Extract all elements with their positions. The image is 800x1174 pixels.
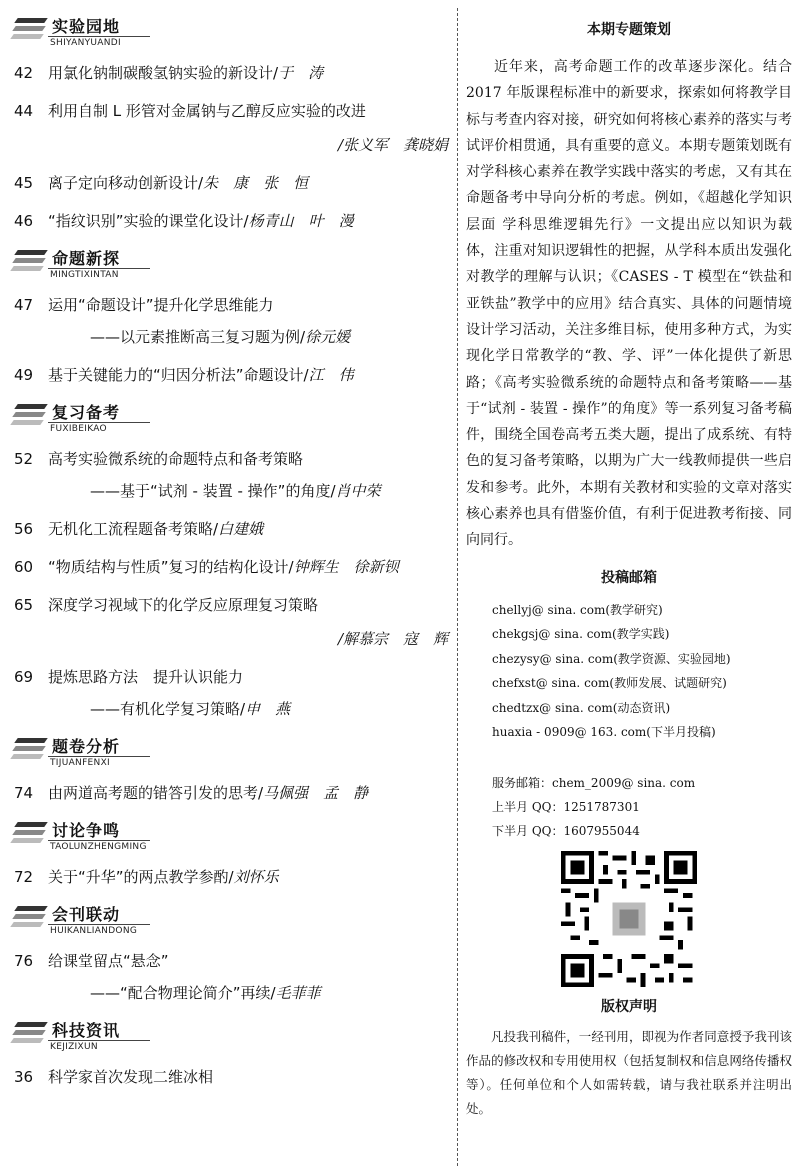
table-of-contents [10, 8, 450, 1096]
page-number: 69 [14, 668, 34, 686]
toc-entry[interactable] [10, 658, 450, 696]
article-author: 杨青山 叶 漫 [248, 212, 354, 230]
page-number: 47 [14, 296, 34, 314]
section-header [10, 8, 450, 54]
mailbox-address[interactable]: huaxia - 0909@ 163. com(下半月投稿) [492, 725, 716, 740]
article-author: /张义军 龚晓娟 [337, 136, 448, 154]
section-header [10, 812, 450, 858]
section-pinyin: MINGTIXINTAN [50, 270, 119, 280]
toc-entry[interactable] [10, 774, 450, 812]
mailbox-address[interactable]: chezysy@ sina. com(教学资源、实验园地) [492, 651, 731, 666]
column-divider [457, 8, 458, 1166]
page-number: 45 [14, 174, 34, 192]
toc-entry[interactable] [10, 356, 450, 394]
toc-entry[interactable] [10, 548, 450, 586]
section-title: 题卷分析 [52, 737, 121, 756]
mailbox-list [466, 598, 792, 745]
page-number: 60 [14, 558, 34, 576]
toc-entry[interactable] [10, 164, 450, 202]
section-header [10, 728, 450, 774]
mailbox-address[interactable]: chefxst@ sina. com(教师发展、试题研究) [492, 676, 727, 691]
service-email[interactable]: 服务邮箱：chem_2009@ sina. com [492, 775, 696, 790]
section-pinyin: TAOLUNZHENGMING [50, 842, 147, 852]
page-number: 49 [14, 366, 34, 384]
page-number: 42 [14, 64, 34, 82]
page-number: 46 [14, 212, 34, 230]
page-number: 36 [14, 1068, 34, 1086]
article-title: 基于关键能力的“归因分析法”命题设计/ [48, 366, 309, 384]
article-author: 毛菲菲 [275, 984, 321, 1002]
feature-text: 近年来，高考命题工作的改革逐步深化。结合 2017 年版课程标准中的新要求，探索如何将教学目标与考查内容对接，研究如何将核心素养的落实与考试评价相贯通，具有重要的意义。本期专题策划既有对学科核心素养在教学实践中落实的考虑，又有其在命题备考中导向分析的考虑。例如，《超越化学知识层面 学科思维逻辑先行》一文提出应以知识为载体，注重对知识逻辑性的把握，从学科本质出发强化对教学的理解与认识；《CASES - T 模型在“铁盐和亚铁盐”教学中的应用》结合真实、具体的问题情境设计学习活动，关注多维目标，使用多种方式，为实现化学日常教学的“教、学、评”一体化提供了新思路；《高考实验微系统的命题特点和备考策略——基于“试剂 - 装置 - 操作”的角度》等一系列复习备考稿件，围绕全国卷高考五类大题，提出了成系统、有特色的复习备考策略，以期为广大一线教师提供一些启发和参考。此外，本期有关教材和实验的文章对落实核心素养也具有借鉴价值，有利于促进教考衔接、同向同行。 [466, 59, 792, 549]
section-title: 命题新探 [52, 249, 121, 268]
toc-entry[interactable] [10, 202, 450, 240]
article-author: 江 伟 [308, 366, 354, 384]
article-title: 提炼思路方法 提升认识能力 [48, 668, 244, 686]
article-author: 肖中荣 [335, 482, 381, 500]
toc-entry[interactable] [10, 54, 450, 92]
copyright-text: 凡投我刊稿件，一经刊用，即视为作者同意授予我刊该作品的修改权和专用使用权（包括复制权和信息网络传播权等）。任何单位和个人如需转载，请与我社联系并注明出处。 [466, 1028, 792, 1116]
article-subtitle: ——有机化学复习策略/ [90, 700, 246, 718]
section-title: 科技资讯 [52, 1021, 121, 1040]
article-author: 申 燕 [245, 700, 291, 718]
section-pinyin: SHIYANYUANDI [50, 38, 121, 48]
article-title: 运用“命题设计”提升化学思维能力 [48, 296, 274, 314]
section-title: 复习备考 [52, 403, 121, 422]
section-pinyin: TIJUANFENXI [50, 758, 110, 768]
sidebar-column [466, 18, 792, 1121]
article-author: 钟辉生 徐新钡 [293, 558, 399, 576]
article-author: 白建娥 [218, 520, 264, 538]
mailbox-address[interactable]: chedtzx@ sina. com(动态资讯) [492, 700, 671, 715]
page-number: 76 [14, 952, 34, 970]
toc-entry[interactable] [10, 92, 450, 130]
section-pinyin: HUIKANLIANDONG [50, 926, 138, 936]
article-title: 给课堂留点“悬念” [48, 952, 169, 970]
page-number: 74 [14, 784, 34, 802]
article-title: 深度学习视域下的化学反应原理复习策略 [48, 596, 319, 614]
section-title: 会刊联动 [52, 905, 121, 924]
article-author: /解慕宗 寇 辉 [337, 630, 448, 648]
section-title: 实验园地 [52, 17, 121, 36]
section-pinyin: FUXIBEIKAO [50, 424, 107, 434]
article-title: “物质结构与性质”复习的结构化设计/ [48, 558, 294, 576]
toc-entry[interactable] [10, 586, 450, 624]
article-title: 关于“升华”的两点教学参酌/ [48, 868, 234, 886]
article-author: 马佩强 孟 静 [263, 784, 369, 802]
article-title: 科学家首次发现二维冰相 [48, 1068, 214, 1086]
toc-entry[interactable] [10, 1058, 450, 1096]
qr-code-icon[interactable] [561, 851, 697, 987]
article-title: 由两道高考题的错答引发的思考/ [48, 784, 264, 802]
toc-entry[interactable] [10, 858, 450, 896]
section-pinyin: KEJIZIXUN [50, 1042, 98, 1052]
mailbox-address[interactable]: chekgsj@ sina. com(教学实践) [492, 627, 670, 642]
article-author: 徐元媛 [305, 328, 351, 346]
article-title: 利用自制 L 形管对金属钠与乙醇反应实验的改进 [48, 102, 366, 120]
article-title: 高考实验微系统的命题特点和备考策略 [48, 450, 304, 468]
feature-heading: 本期专题策划 [587, 22, 671, 38]
toc-entry[interactable] [10, 942, 450, 980]
article-author: 刘怀乐 [233, 868, 279, 886]
toc-entry[interactable] [10, 440, 450, 478]
toc-entry[interactable] [10, 510, 450, 548]
article-subtitle: ——“配合物理论简介”再续/ [90, 984, 276, 1002]
section-title: 讨论争鸣 [52, 821, 121, 840]
article-title: 无机化工流程题备考策略/ [48, 520, 219, 538]
page-number: 44 [14, 102, 34, 120]
section-header [10, 896, 450, 942]
section-header [10, 394, 450, 440]
article-title: 离子定向移动创新设计/ [48, 174, 204, 192]
article-title: 用氯化钠制碳酸氢钠实验的新设计/ [48, 64, 279, 82]
toc-entry[interactable] [10, 286, 450, 324]
page-number: 72 [14, 868, 34, 886]
article-title: “指纹识别”实验的课堂化设计/ [48, 212, 249, 230]
page-number: 56 [14, 520, 34, 538]
article-subtitle: ——以元素推断高三复习题为例/ [90, 328, 306, 346]
section-header [10, 1012, 450, 1058]
qq-second-half: 下半月 QQ：1607955044 [492, 823, 640, 838]
page-number: 65 [14, 596, 34, 614]
qq-first-half: 上半月 QQ：1251787301 [492, 799, 640, 814]
article-author: 于 涛 [278, 64, 324, 82]
page-number: 52 [14, 450, 34, 468]
mailbox-address[interactable]: chellyj@ sina. com(教学研究) [492, 602, 663, 617]
section-header [10, 240, 450, 286]
copyright-heading: 版权声明 [601, 998, 657, 1015]
article-subtitle: ——基于“试剂 - 装置 - 操作”的角度/ [90, 482, 336, 500]
article-author: 朱 康 张 恒 [203, 174, 309, 192]
mailbox-heading: 投稿邮箱 [601, 569, 657, 586]
